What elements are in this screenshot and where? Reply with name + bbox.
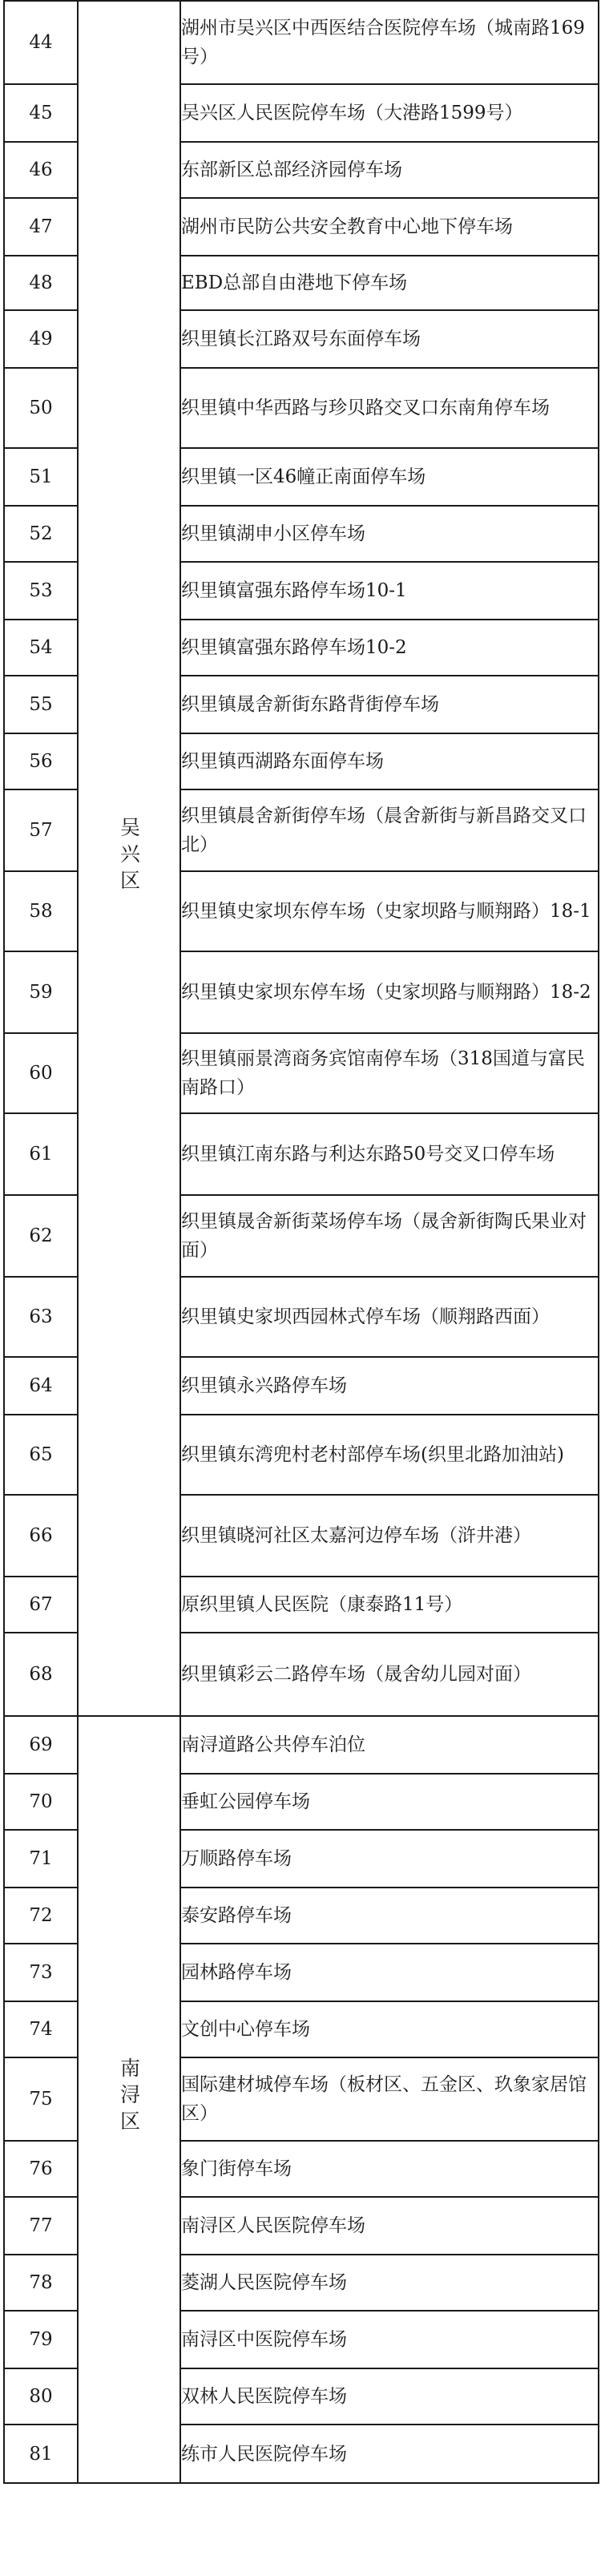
- row-number: 70: [4, 1774, 78, 1830]
- row-number: 50: [4, 368, 78, 448]
- row-number: 63: [4, 1277, 78, 1357]
- parking-lot-name: 织里镇江南东路与利达东路50号交叉口停车场: [180, 1113, 599, 1195]
- row-number: 53: [4, 562, 78, 620]
- parking-lot-name: 园林路停车场: [180, 1944, 599, 2001]
- parking-lot-name: 原织里镇人民医院（康泰路11号）: [180, 1577, 599, 1633]
- row-number: 64: [4, 1357, 78, 1415]
- parking-lot-name: 织里镇西湖路东面停车场: [180, 733, 599, 789]
- row-number: 74: [4, 2001, 78, 2057]
- table-row: [4, 1716, 599, 1774]
- parking-lot-name: 织里镇永兴路停车场: [180, 1357, 599, 1415]
- row-number: 54: [4, 620, 78, 676]
- row-number: 56: [4, 733, 78, 789]
- parking-lot-name: 双林人民医院停车场: [180, 2368, 599, 2425]
- parking-lot-name: 国际建材城停车场（板材区、五金区、玖象家居馆区）: [180, 2057, 599, 2141]
- row-number: 48: [4, 256, 78, 310]
- row-number: 55: [4, 676, 78, 733]
- parking-lot-name: 织里镇东湾兜村老村部停车场(织里北路加油站): [180, 1415, 599, 1495]
- row-number: 44: [4, 1, 78, 84]
- parking-lot-name: 菱湖人民医院停车场: [180, 2255, 599, 2311]
- row-number: 62: [4, 1195, 78, 1277]
- row-number: 49: [4, 310, 78, 368]
- parking-lot-name: 垂虹公园停车场: [180, 1774, 599, 1830]
- parking-lot-name: EBD总部自由港地下停车场: [180, 256, 599, 310]
- parking-lot-table: [3, 0, 599, 2484]
- parking-lot-name: 泰安路停车场: [180, 1888, 599, 1944]
- parking-table-body: [4, 1, 599, 2483]
- parking-lot-name: 南浔区中医院停车场: [180, 2311, 599, 2368]
- parking-lot-name: 织里镇史家坝东停车场（史家坝路与顺翔路）18-2: [180, 951, 599, 1033]
- row-number: 77: [4, 2197, 78, 2255]
- parking-lot-name: 湖州市吴兴区中西医结合医院停车场（城南路169号）: [180, 1, 599, 84]
- row-number: 60: [4, 1033, 78, 1113]
- row-number: 78: [4, 2255, 78, 2311]
- parking-lot-name: 练市人民医院停车场: [180, 2425, 599, 2483]
- parking-lot-name: 织里镇晟舍新街菜场停车场（晟舍新街陶氏果业对面）: [180, 1195, 599, 1277]
- parking-lot-name: 吴兴区人民医院停车场（大港路1599号）: [180, 84, 599, 142]
- row-number: 58: [4, 871, 78, 951]
- parking-lot-name: 织里镇长江路双号东面停车场: [180, 310, 599, 368]
- row-number: 75: [4, 2057, 78, 2141]
- row-number: 73: [4, 1944, 78, 2001]
- row-number: 68: [4, 1633, 78, 1716]
- row-number: 81: [4, 2425, 78, 2483]
- parking-lot-name: 织里镇晟舍新街东路背街停车场: [180, 676, 599, 733]
- table-row: [4, 1, 599, 84]
- district-name: 吴兴区: [117, 816, 141, 896]
- row-number: 72: [4, 1888, 78, 1944]
- district-name: 南浔区: [117, 2057, 141, 2137]
- parking-lot-name: 织里镇晓河社区太嘉河边停车场（浒井港）: [180, 1495, 599, 1577]
- parking-lot-name: 南浔区人民医院停车场: [180, 2197, 599, 2255]
- row-number: 46: [4, 142, 78, 198]
- district-cell: [78, 1, 180, 1716]
- parking-lot-name: 文创中心停车场: [180, 2001, 599, 2057]
- row-number: 47: [4, 198, 78, 256]
- row-number: 65: [4, 1415, 78, 1495]
- row-number: 45: [4, 84, 78, 142]
- parking-lot-name: 万顺路停车场: [180, 1830, 599, 1888]
- parking-lot-name: 织里镇中华西路与珍贝路交叉口东南角停车场: [180, 368, 599, 448]
- row-number: 51: [4, 448, 78, 506]
- parking-lot-name: 织里镇一区46幢正南面停车场: [180, 448, 599, 506]
- row-number: 69: [4, 1716, 78, 1774]
- parking-lot-name: 织里镇湖申小区停车场: [180, 506, 599, 562]
- parking-lot-name: 湖州市民防公共安全教育中心地下停车场: [180, 198, 599, 256]
- row-number: 52: [4, 506, 78, 562]
- row-number: 57: [4, 789, 78, 871]
- parking-lot-name: 象门街停车场: [180, 2141, 599, 2197]
- parking-lot-name: 南浔道路公共停车泊位: [180, 1716, 599, 1774]
- row-number: 59: [4, 951, 78, 1033]
- row-number: 61: [4, 1113, 78, 1195]
- parking-lot-name: 织里镇富强东路停车场10-2: [180, 620, 599, 676]
- parking-lot-name: 织里镇史家坝西园林式停车场（顺翔路西面）: [180, 1277, 599, 1357]
- row-number: 79: [4, 2311, 78, 2368]
- parking-lot-name: 东部新区总部经济园停车场: [180, 142, 599, 198]
- parking-lot-name: 织里镇彩云二路停车场（晟舍幼儿园对面）: [180, 1633, 599, 1716]
- parking-lot-name: 织里镇晨舍新街停车场（晨舍新街与新昌路交叉口北）: [180, 789, 599, 871]
- row-number: 66: [4, 1495, 78, 1577]
- row-number: 76: [4, 2141, 78, 2197]
- row-number: 71: [4, 1830, 78, 1888]
- row-number: 67: [4, 1577, 78, 1633]
- parking-lot-name: 织里镇丽景湾商务宾馆南停车场（318国道与富民南路口）: [180, 1033, 599, 1113]
- parking-lot-name: 织里镇史家坝东停车场（史家坝路与顺翔路）18-1: [180, 871, 599, 951]
- parking-lot-name: 织里镇富强东路停车场10-1: [180, 562, 599, 620]
- row-number: 80: [4, 2368, 78, 2425]
- district-cell: [78, 1716, 180, 2483]
